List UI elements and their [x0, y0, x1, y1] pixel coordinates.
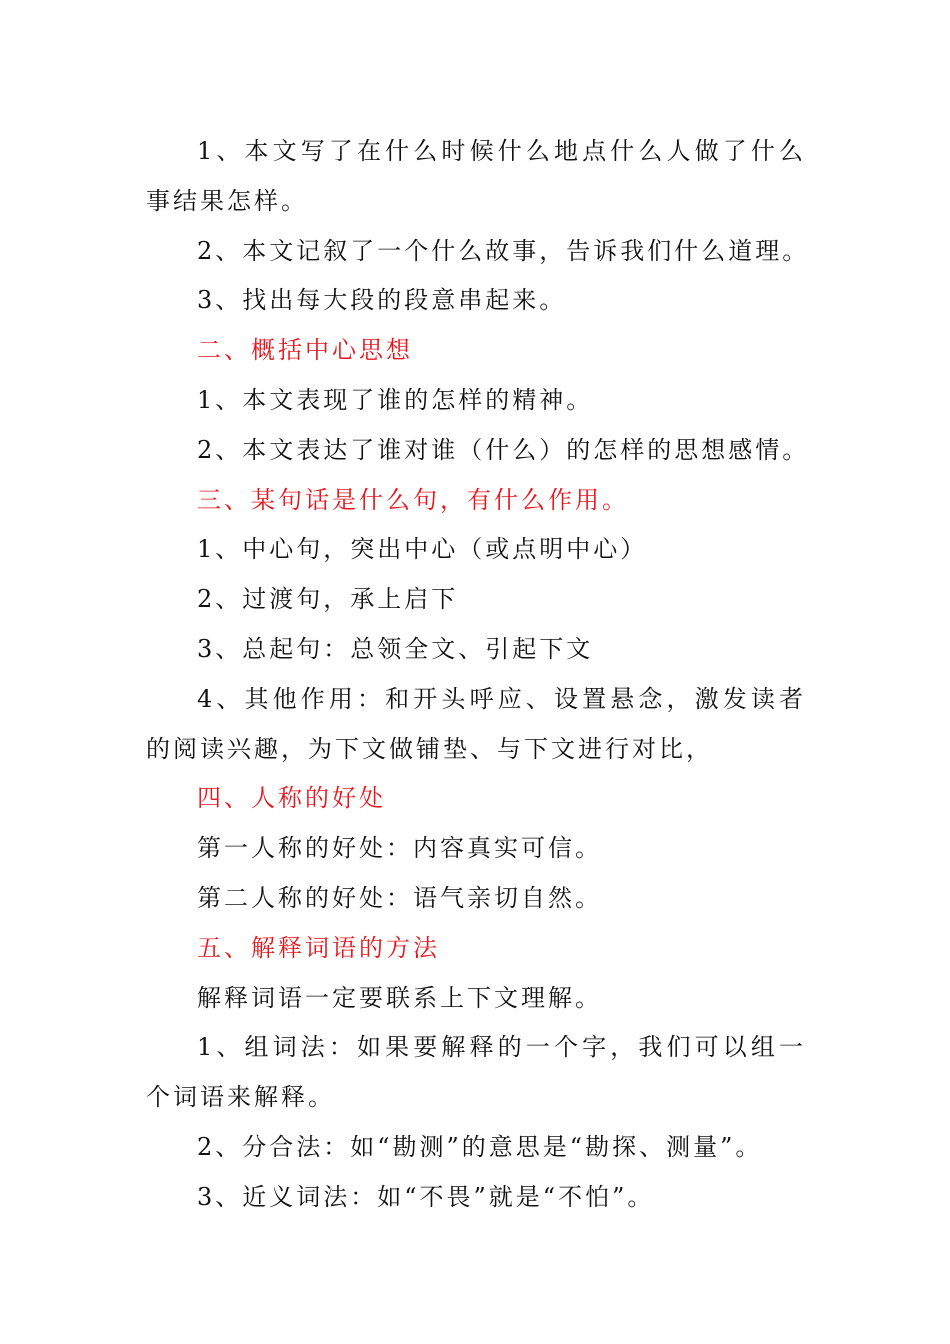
paragraph-central-idea-2: 2、本文表达了谁对谁（什么）的怎样的思想感情。 — [197, 435, 810, 464]
section-heading-central-idea: 二、概括中心思想 — [197, 336, 413, 365]
paragraph-sentence-function-4: 4、其他作用：和开头呼应、设置悬念，激发读者的阅读兴趣，为下文做铺垫、与下文进行对比， — [146, 684, 806, 763]
paragraph-central-idea-1: 1、本文表现了谁的怎样的精神。 — [197, 385, 594, 414]
paragraph-word-explanation-2: 2、分合法：如“勘测”的意思是“勘探、测量”。 — [197, 1132, 763, 1161]
paragraph-summary-q3: 3、找出每大段的段意串起来。 — [197, 286, 567, 315]
document-body — [146, 127, 810, 1223]
paragraph-sentence-function-1: 1、中心句，突出中心（或点明中心） — [197, 535, 648, 564]
paragraph-sentence-function-2: 2、过渡句，承上启下 — [197, 585, 459, 614]
paragraph-word-explanation-1: 1、组词法：如果要解释的一个字，我们可以组一个词语来解释。 — [146, 1033, 806, 1112]
paragraph-second-person: 第二人称的好处：语气亲切自然。 — [197, 883, 602, 912]
section-heading-person: 四、人称的好处 — [197, 784, 386, 813]
paragraph-summary-q1: 1、本文写了在什么时候什么地点什么人做了什么事结果怎样。 — [146, 137, 806, 215]
paragraph-sentence-function-3: 3、总起句：总领全文、引起下文 — [197, 634, 594, 663]
paragraph-summary-q2: 2、本文记叙了一个什么故事，告诉我们什么道理。 — [197, 236, 810, 265]
paragraph-word-explanation-intro: 解释词语一定要联系上下文理解。 — [197, 983, 602, 1012]
section-heading-word-explanation: 五、解释词语的方法 — [197, 933, 440, 962]
paragraph-first-person: 第一人称的好处：内容真实可信。 — [197, 834, 602, 863]
section-heading-sentence-function: 三、某句话是什么句，有什么作用。 — [197, 485, 629, 514]
paragraph-word-explanation-3: 3、近义词法：如“不畏”就是“不怕”。 — [197, 1182, 655, 1211]
